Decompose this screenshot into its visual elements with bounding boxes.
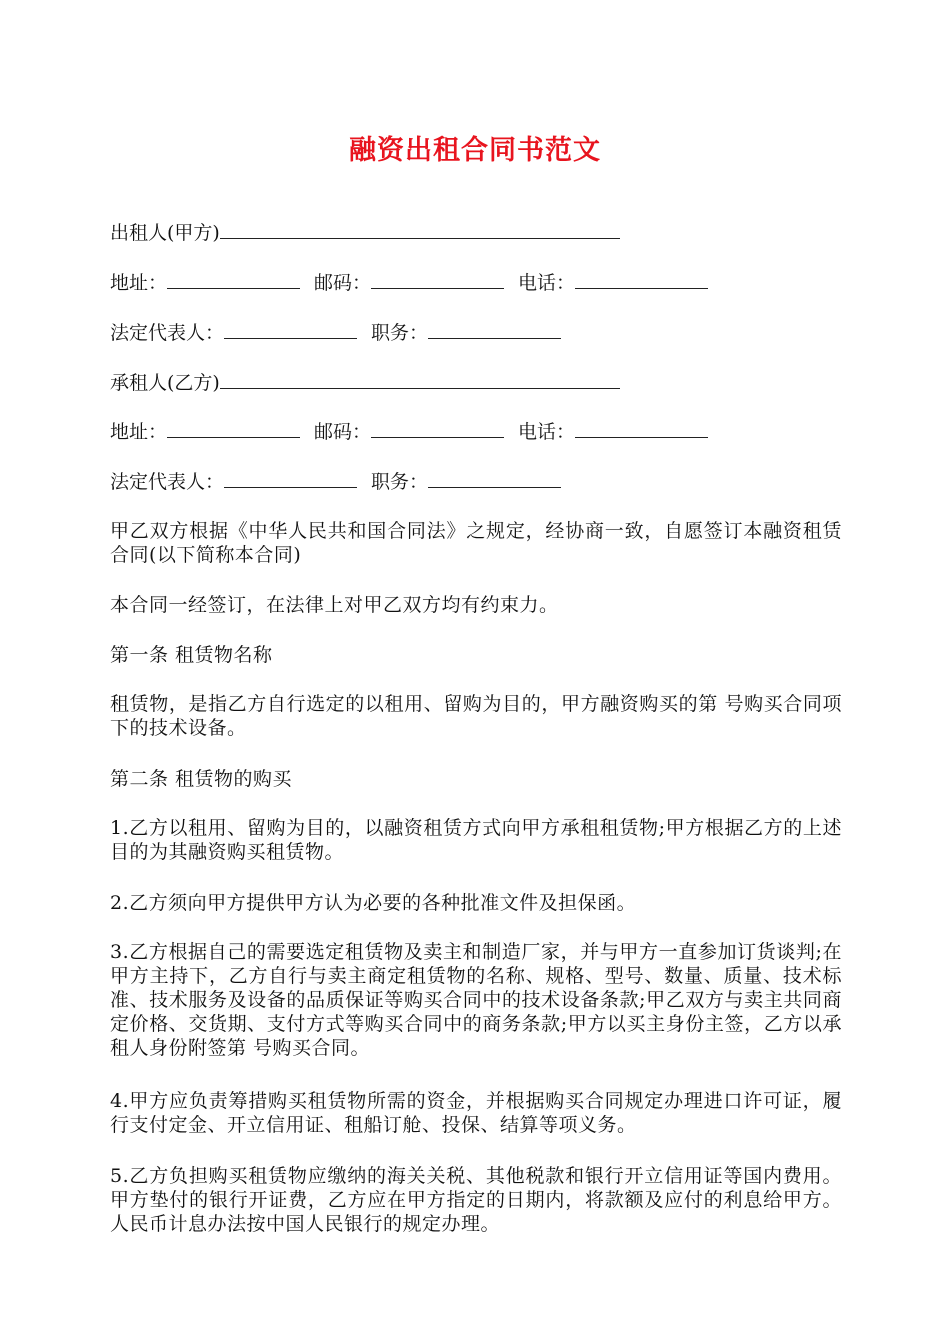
article-2-heading: 第二条 租赁物的购买 (110, 768, 293, 790)
lessee-position-label: 职务： (371, 471, 429, 493)
lessee-contact-line (110, 419, 722, 444)
lessee-postcode-blank (371, 419, 504, 438)
lessor-address-blank (167, 270, 300, 289)
lessee-line (110, 370, 634, 395)
clause-2-paragraph: 2.乙方须向甲方提供甲方认为必要的各种批准文件及担保函。 (110, 892, 637, 914)
lessor-phone-label: 电话： (518, 272, 576, 294)
lessee-position-blank (428, 469, 561, 488)
clause-4-paragraph: 4.甲方应负责筹措购买租赁物所需的资金，并根据购买合同规定办理进口许可证，履行支付定金、开立信用证、租船订舱、投保、结算等项义务。 (110, 1090, 842, 1136)
article-1-heading: 第一条 租赁物名称 (110, 644, 273, 666)
preamble-paragraph: 甲乙双方根据《中华人民共和国合同法》之规定，经协商一致，自愿签订本融资租赁合同(以下简称本合同) (110, 520, 842, 566)
lessee-phone-label: 电话： (518, 421, 576, 443)
lessee-address-label: 地址： (110, 421, 168, 443)
lessee-rep-label: 法定代表人： (110, 471, 225, 493)
lessor-contact-line (110, 270, 722, 295)
lessor-label: 出租人(甲方) (110, 222, 220, 244)
lessor-name-blank (220, 220, 620, 239)
lessor-postcode-label: 邮码： (314, 272, 372, 294)
lessee-address-blank (167, 419, 300, 438)
lessor-line (110, 220, 634, 245)
lessee-name-blank (220, 370, 620, 389)
clause-5-paragraph: 5.乙方负担购买租赁物应缴纳的海关关税、其他税款和银行开立信用证等国内费用。甲方垫付的银行开证费，乙方应在甲方指定的日期内，将款额及应付的利息给甲方。人民币计息办法按中国人民银行的规定办理。 (110, 1165, 842, 1235)
lessor-postcode-blank (371, 270, 504, 289)
lessee-rep-line (110, 469, 575, 494)
lessor-position-label: 职务： (371, 322, 429, 344)
clause-1-paragraph: 1.乙方以租用、留购为目的，以融资租赁方式向甲方承租租赁物;甲方根据乙方的上述目的为其融资购买租赁物。 (110, 817, 842, 863)
lessee-label: 承租人(乙方) (110, 372, 220, 394)
lessor-address-label: 地址： (110, 272, 168, 294)
clause-3-paragraph: 3.乙方根据自己的需要选定租赁物及卖主和制造厂家，并与甲方一直参加订货谈判;在甲方主持下，乙方自行与卖主商定租赁物的名称、规格、型号、数量、质量、技术标准、技术服务及设备的品质保证等购买合同中的技术设备条款;甲乙双方与卖主共同商定价格、交货期、支付方式等购买合同中的商务条款;甲方以买主身份主签，乙方以承租人身份附签第 号购买合同。 (110, 941, 842, 1059)
lessor-rep-blank (224, 320, 357, 339)
lessee-rep-blank (224, 469, 357, 488)
lessor-position-blank (428, 320, 561, 339)
article-1-paragraph: 租赁物，是指乙方自行选定的以租用、留购为目的，甲方融资购买的第 号购买合同项下的技术设备。 (110, 693, 842, 739)
document-title: 融资出租合同书范文 (349, 135, 601, 166)
binding-paragraph: 本合同一经签订，在法律上对甲乙双方均有约束力。 (110, 594, 559, 616)
lessor-rep-line (110, 320, 575, 345)
lessor-rep-label: 法定代表人： (110, 322, 225, 344)
lessee-phone-blank (575, 419, 708, 438)
lessee-postcode-label: 邮码： (314, 421, 372, 443)
lessor-phone-blank (575, 270, 708, 289)
